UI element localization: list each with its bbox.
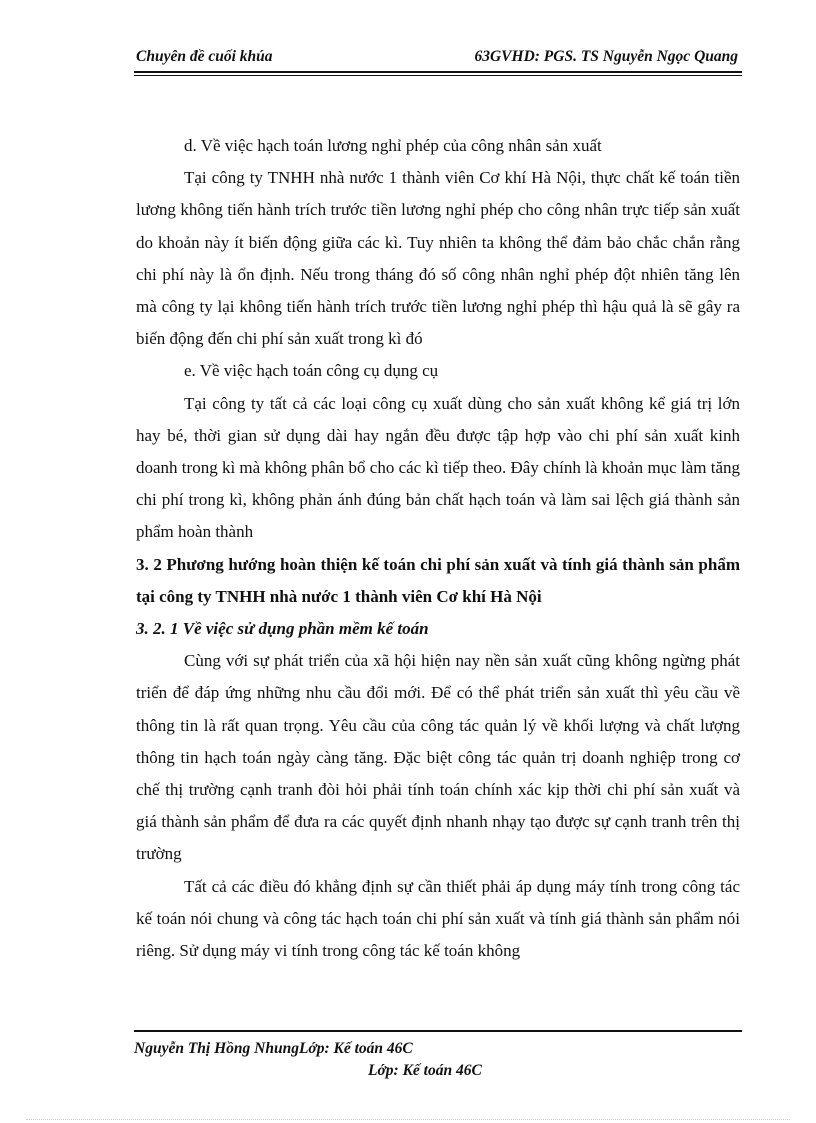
header-rule (134, 71, 742, 73)
page-bottom-dotted-line (26, 1119, 790, 1121)
paragraph-tools: Tại công ty tất cả các loại công cụ xuất dùng cho sản xuất không kể giá trị lớn hay bé, thời gian sử dụng dài hay ngắn đều được tập hợp vào chi phí sản xuất kinh doanh trong kì mà không phân bổ cho các kì tiếp theo. Đây chính là khoản mục làm tăng chi phí trong kì, không phản ánh đúng bản chất hạch toán và làm sai lệch giá thành sản phẩm hoàn thành (136, 393, 740, 542)
header-supervisor: 63GVHD: PGS. TS Nguyễn Ngọc Quang (474, 48, 738, 65)
document-body (136, 130, 740, 967)
footer-class: Lớp: Kế toán 46C (368, 1062, 482, 1079)
paragraph-computers: Tất cả các điều đó khẳng định sự cần thiết phải áp dụng máy tính trong công tác kế toán nói chung và công tác hạch toán chi phí sản xuất và tính giá thành sản phẩm nói riêng. Sử dụng máy vi tính trong công tác kế toán không (136, 876, 740, 961)
footer-rule (134, 1030, 742, 1032)
section-heading-3-2: 3. 2 Phương hướng hoàn thiện kế toán chi phí sản xuất và tính giá thành sản phẩm tại công ty TNHH nhà nước 1 thành viên Cơ khí Hà Nội (136, 554, 740, 606)
footer-author: Nguyễn Thị Hồng NhungLớp: Kế toán 46C (134, 1040, 413, 1057)
header-course-title: Chuyên đề cuối khúa (136, 48, 273, 65)
subheading-d: d. Về việc hạch toán lương nghỉ phép của công nhân sản xuất (184, 136, 602, 155)
page-header (134, 48, 742, 70)
section-heading-3-2-1: 3. 2. 1 Về việc sử dụng phần mềm kế toán (136, 619, 429, 639)
paragraph-leave-pay: Tại công ty TNHH nhà nước 1 thành viên Cơ khí Hà Nội, thực chất kế toán tiền lương không tiến hành trích trước tiền lương nghỉ phép cho công nhân trực tiếp sản xuất do khoản này ít biến động giữa các kì. Tuy nhiên ta không thể đảm bảo chắc chắn rằng chi phí này là ổn định. Nếu trong tháng đó số công nhân nghỉ phép đột nhiên tăng lên mà công ty lại không tiến hành trích trước tiền lương nghỉ phép thì hậu quả là sẽ gây ra biến động đến chi phí sản xuất trong kì đó (136, 168, 740, 349)
paragraph-development: Cùng với sự phát triển của xã hội hiện nay nền sản xuất cũng không ngừng phát triển để đáp ứng những nhu cầu đổi mới. Để có thể phát triển sản xuất thì yêu cầu về thông tin là rất quan trọng. Yêu cầu của công tác quản lý về khối lượng và chất lượng thông tin hạch toán ngày càng tăng. Đặc biệt công tác quản trị doanh nghiệp trong cơ chế thị trường cạnh tranh đòi hỏi phải tính toán chính xác kịp thời chi phí sản xuất và giá thành sản phẩm để đưa ra các quyết định nhanh nhạy tạo được sự cạnh tranh trên thị trường (136, 651, 740, 864)
header-rule-thin (134, 75, 742, 76)
subheading-e: e. Về việc hạch toán công cụ dụng cụ (184, 361, 439, 381)
page-footer (134, 1038, 742, 1082)
